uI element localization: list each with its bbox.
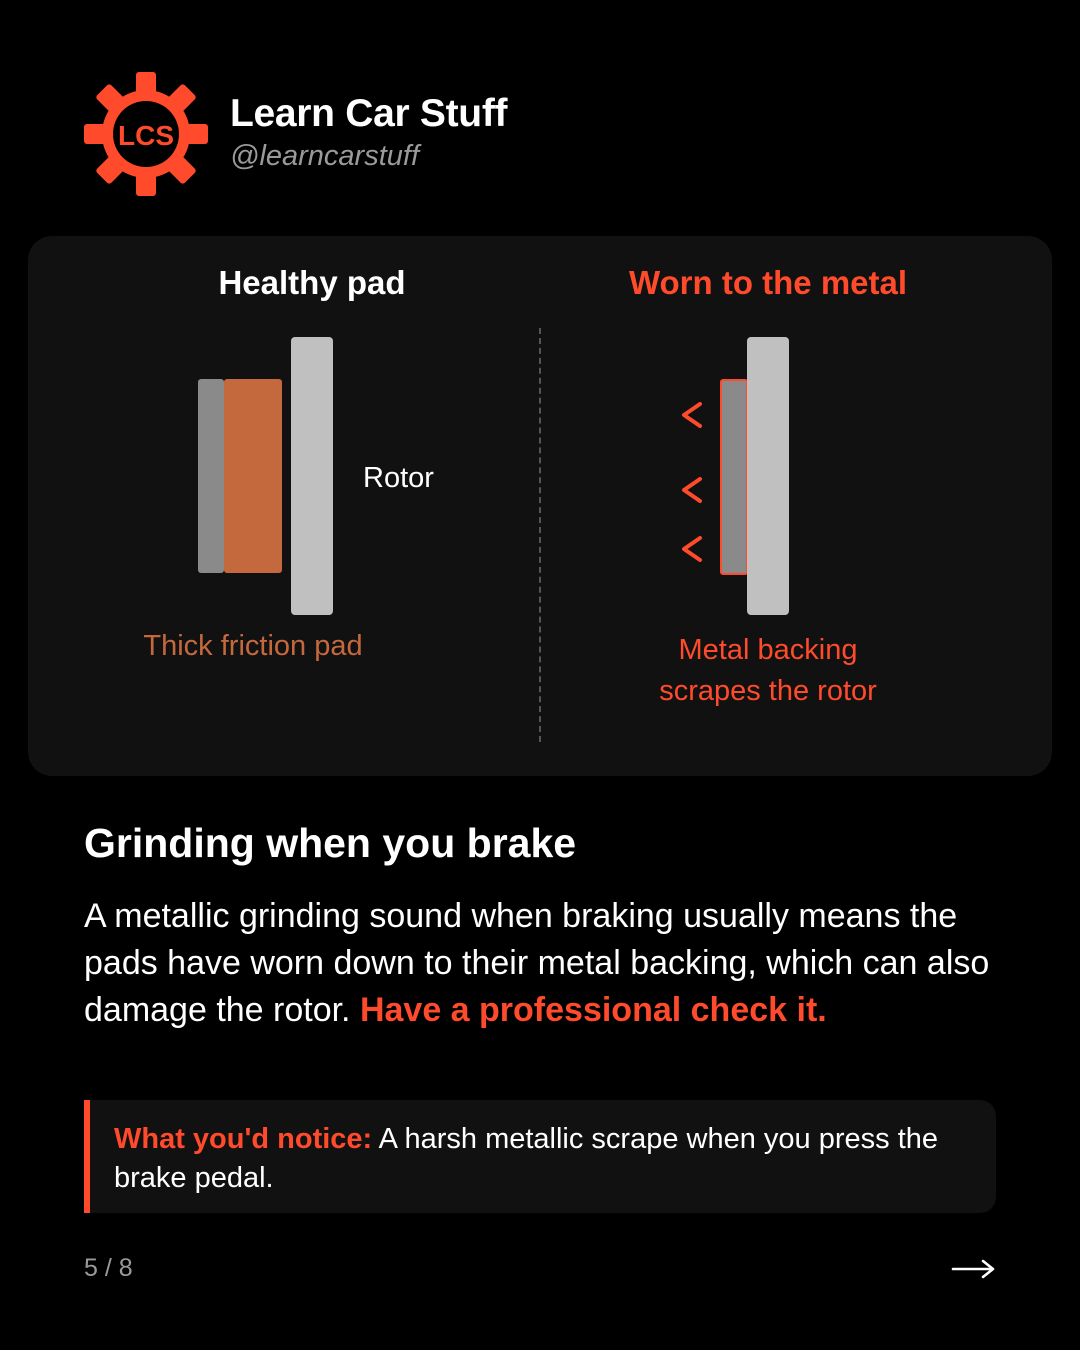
profile-header [84,72,684,196]
brake-pad-diagram [28,236,1052,776]
body-text: A metallic grinding sound when braking usually means the pads have worn down to their metal backing, which can also damage the rotor. [84,897,990,1029]
chevron-left-icon [678,400,704,430]
worn-caption-line1: Metal backing [678,634,858,666]
notice-label: What you'd notice: [114,1123,373,1155]
chevron-left-icon [678,475,704,505]
healthy-pad-title: Healthy pad [218,264,406,301]
worn-caption-line2: scrapes the rotor [659,675,877,707]
healthy-caption: Thick friction pad [143,630,363,662]
worn-rotor [747,337,789,615]
page-indicator: 5 / 8 [84,1254,133,1282]
brand-name: Learn Car Stuff [230,92,508,135]
body-highlight: Have a professional check it. [359,991,827,1029]
healthy-friction-pad [224,379,282,573]
healthy-rotor [291,337,333,615]
chevron-left-icon [678,534,704,564]
brand-handle: @learncarstuff [230,140,420,172]
section-heading: Grinding when you brake [84,820,577,866]
notice-callout [84,1100,996,1213]
body-paragraph [84,893,996,1034]
worn-metal-backing [720,379,748,575]
worn-pad-title: Worn to the metal [628,264,908,301]
healthy-metal-backing [198,379,224,573]
arrow-right-icon[interactable] [950,1256,998,1282]
logo-gear-icon [84,72,208,196]
panel-divider [539,328,541,742]
worn-caption [659,630,877,712]
notice-text: A harsh metallic scrape when you press the brake pedal. [114,1123,939,1194]
rotor-label: Rotor [363,462,434,494]
logo-text: LCS [118,120,174,151]
